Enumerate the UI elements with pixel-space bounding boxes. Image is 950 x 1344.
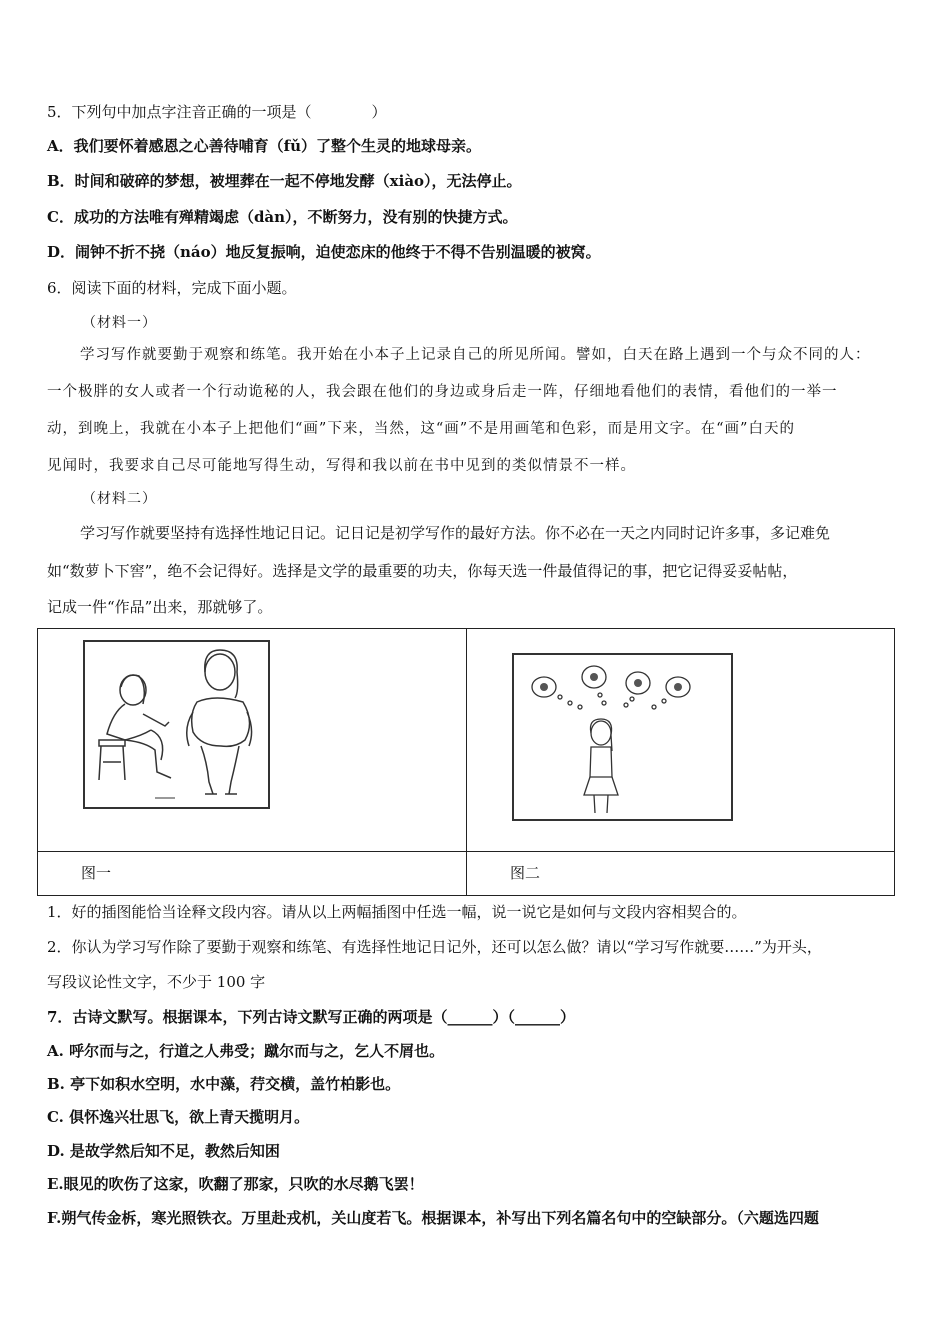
material-1-line-1: 学习写作就要勤于观察和练笔。我开始在小本子上记录自己的所见所闻。譬如，白天在路上遇到一个与众不同的人： [80,347,871,363]
q7-option-f: F.朔气传金柝，寒光照铁衣。万里赴戎机，关山度若飞。根据课本，补写出下列名篇名句中的空缺部分。（六题选四题 [47,1209,819,1227]
q7-option-a: A. 呼尔而与之，行道之人弗受；蹴尔而与之，乞人不屑也。 [47,1042,445,1060]
q6-subquestion-2-line-1: 2．你认为学习写作除了要勤于观察和练笔、有选择性地记日记外，还可以怎么做？请以“学习写作就要……”为开头， [47,938,822,956]
figure-2-image [512,653,733,821]
q6-subquestion-2-line-2: 写段议论性文字，不少于 100 字 [47,973,266,991]
q5-option-d: D．闹钟不折不挠（náo）地反复振响，迫使恋床的他终于不得不告别温暖的被窝。 [47,243,601,261]
material-1-line-4: 见闻时，我要求自己尽可能地写得生动，写得和我以前在书中见到的类似情景不一样。 [47,458,636,474]
material-1-title: （材料一） [82,315,157,331]
table-divider-horizontal [38,851,894,852]
q7-stem: 7．古诗文默写。根据课本，下列古诗文默写正确的两项是（______）（______） [47,1008,575,1026]
q5-stem: 5．下列句中加点字注音正确的一项是（ ） [47,103,387,121]
material-2-line-2: 如“数萝卜下窖”，绝不会记得好。选择是文学的最重要的功夫，你每天选一件最值得记的事，把它记得妥妥帖帖， [47,562,798,580]
material-1-line-2: 一个极胖的女人或者一个行动诡秘的人，我会跟在他们的身边或身后走一阵，仔细地看他们的表情，看他们的一举一 [47,384,838,400]
q5-option-b: B．时间和破碎的梦想，被埋葬在一起不停地发酵（xiào），无法停止。 [47,172,522,190]
figure-1-caption: 图一 [81,864,112,882]
q7-option-c: C. 俱怀逸兴壮思飞，欲上青天揽明月。 [47,1108,310,1126]
q7-option-d: D. 是故学然后知不足，教然后知困 [47,1142,280,1160]
q5-option-a: A．我们要怀着感恩之心善待哺育（fǔ）了整个生灵的地球母亲。 [47,137,481,155]
figure-1-image [83,640,270,809]
q7-option-b: B. 亭下如积水空明，水中藻，荇交横，盖竹柏影也。 [47,1075,401,1093]
material-2-line-1: 学习写作就要坚持有选择性地记日记。记日记是初学写作的最好方法。你不必在一天之内同时记许多事，多记难免 [80,524,831,542]
q6-subquestion-1: 1．好的插图能恰当诠释文段内容。请从以上两幅插图中任选一幅，说一说它是如何与文段内容相契合的。 [47,903,747,921]
material-1-line-3: 动，到晚上，我就在小本子上把他们“画”下来，当然，这“画”不是用画笔和色彩，而是用文字。在“画”白天的 [47,421,795,437]
table-divider-vertical [466,629,467,895]
material-2-line-3: 记成一件“作品”出来，那就够了。 [47,598,273,616]
figure-2-caption: 图二 [510,864,541,882]
q5-option-c: C．成功的方法唯有殚精竭虑（dàn），不断努力，没有别的快捷方式。 [47,208,518,226]
material-2-title: （材料二） [82,491,157,507]
illustration-table [37,628,895,896]
writing-girl-and-woman-illustration [85,642,268,807]
q6-stem: 6．阅读下面的材料，完成下面小题。 [47,279,297,297]
q7-option-e: E.眼见的吹伤了这家，吹翻了那家，只吹的水尽鹅飞罢！ [47,1175,424,1193]
thinking-girl-illustration [514,655,731,819]
